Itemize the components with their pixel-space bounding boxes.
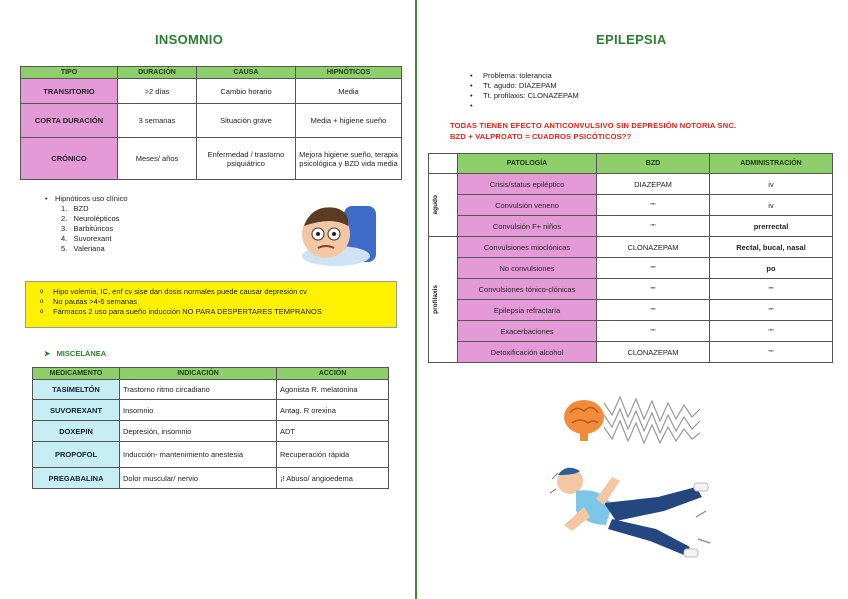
list-item: Suvorexant xyxy=(73,234,112,243)
header-duracion: DURACIÓN xyxy=(118,67,197,79)
epilepsia-bullets: • Problema: tolerancia • Tt. agudo: DIAZEPAM • Tt. profilaxis: CLONAZEPAM • xyxy=(470,71,579,110)
clinical-use-list: • Hipnóticos uso clínico 1. BZD 2. Neurolépticos 3. Barbitúricos 4. Suvorexant 5. Valeriana xyxy=(45,194,128,253)
table-row: Detoxificación alcohol CLONAZEPAM "" xyxy=(429,342,833,363)
warning-item: o Fármacos 2 uso para sueño inducción NO PARA DESPERTARES TEMPRANOS xyxy=(26,307,396,317)
list-item: Neurolépticos xyxy=(73,214,120,223)
epilepsia-title: EPILEPSIA xyxy=(596,32,667,47)
header-tipo: TIPO xyxy=(21,67,118,79)
brain-seizure-icon xyxy=(560,393,702,445)
table-row: Convulsión veneno "" iv xyxy=(429,195,833,216)
warnings-box xyxy=(25,281,397,328)
table-row: profilaxis Convulsiones mioclónicas CLONAZEPAM Rectal, bucal, nasal xyxy=(429,237,833,258)
table-row: TASIMELTÓN Trastorno ritmo circadiano Agonista R. melatonina xyxy=(33,380,389,400)
table-row: Convulsión F+ niños "" prerrectal xyxy=(429,216,833,237)
table-row: CRÓNICO Meses/ años Enfermedad / trastorno psiquiátrico Mejora higiene sueño, terapia psicológica y BZD vida media xyxy=(21,138,402,180)
insomnio-table xyxy=(20,66,402,180)
person-seizure-icon xyxy=(546,459,718,565)
list-item: Tt. agudo: DIAZEPAM xyxy=(483,81,557,90)
table-row: No convulsiones "" po xyxy=(429,258,833,279)
list-item: BZD xyxy=(73,204,89,213)
warning-item: o No pautas >4-6 semanas xyxy=(26,297,396,307)
insomnio-title: INSOMNIO xyxy=(155,32,224,47)
list-item: Tt. profilaxis: CLONAZEPAM xyxy=(483,91,579,100)
table-row: SUVOREXANT Insomnio Antag. R orexina xyxy=(33,400,389,421)
misc-table: MEDICAMENTO INDICACIÓN ACCIÓN TASIMELTÓN Trastorno ritmo circadiano Agonista R. melatonina SUVOREXANT Insomnio Antag. R orexina DOXEPIN Depresión, insomnio ADT PROPOFOL Inducción- mantenimiento anestesia Recuperación rápida PREGABALINA Dolor muscular/ nervio ¡! Abuso/ angioedema xyxy=(32,367,389,489)
sleepless-person-icon xyxy=(292,196,384,272)
table-row: PREGABALINA Dolor muscular/ nervio ¡! Abuso/ angioedema xyxy=(33,468,389,489)
table-row: PROPOFOL Inducción- mantenimiento anestesia Recuperación rápida xyxy=(33,442,389,468)
table-row: DOXEPIN Depresión, insomnio ADT xyxy=(33,421,389,442)
group-profilaxis-label: profilaxis xyxy=(432,285,439,314)
misc-heading: MISCELÁNEA xyxy=(56,349,107,358)
table-row: CORTA DURACIÓN 3 semanas Situación grave Media + higiene sueño xyxy=(21,104,402,138)
header-hipnoticos: HIPNÓTICOS xyxy=(296,67,402,79)
warning-item: o Hipo volemia, IC, enf cv sise dan dosis normales puede causar depresión cv xyxy=(26,287,396,297)
table-row: agudo Crisis/status epiléptico DIAZEPAM iv xyxy=(429,174,833,195)
group-agudo-label: agudo xyxy=(432,195,439,215)
list-item: Valeriana xyxy=(73,244,105,253)
header-causa: CAUSA xyxy=(197,67,296,79)
chevron-right-icon: ➤ xyxy=(44,349,51,358)
table-row: Convulsiones tónico-clónicas "" "" xyxy=(429,279,833,300)
table-row: Epilepsia refractaria "" "" xyxy=(429,300,833,321)
misc-heading-row xyxy=(44,349,106,358)
list-item: Barbitúricos xyxy=(73,224,114,233)
clinical-use-heading: Hipnóticos uso clínico xyxy=(55,194,128,203)
list-item: Problema: tolerancia xyxy=(483,71,552,80)
anticonvulsant-note: TODAS TIENEN EFECTO ANTICONVULSIVO SIN DEPRESIÓN NOTORIA SNC. BZD + VALPROATO = CUADROS PSICÓTICOS?? xyxy=(450,121,737,141)
page-divider xyxy=(415,0,417,599)
table-row: TRANSITORIO >2 días Cambio horario Media xyxy=(21,79,402,104)
table-row: Exacerbaciones "" "" xyxy=(429,321,833,342)
epilepsia-table: PATOLOGÍA BZD ADMINISTRACIÓN agudo Crisis/status epiléptico DIAZEPAM iv Convulsión veneno "" iv Convulsión F+ niños "" prerrectal profilaxis Convulsiones mioclónicas CLONAZEPAM Rectal, bucal, nasal No convulsiones "" po Convulsiones tónico-clónicas "" "" Epilepsia refractaria "" "" Exacerbaciones "" "" Detoxificación alcohol CLONAZEPAM "" xyxy=(428,153,833,363)
